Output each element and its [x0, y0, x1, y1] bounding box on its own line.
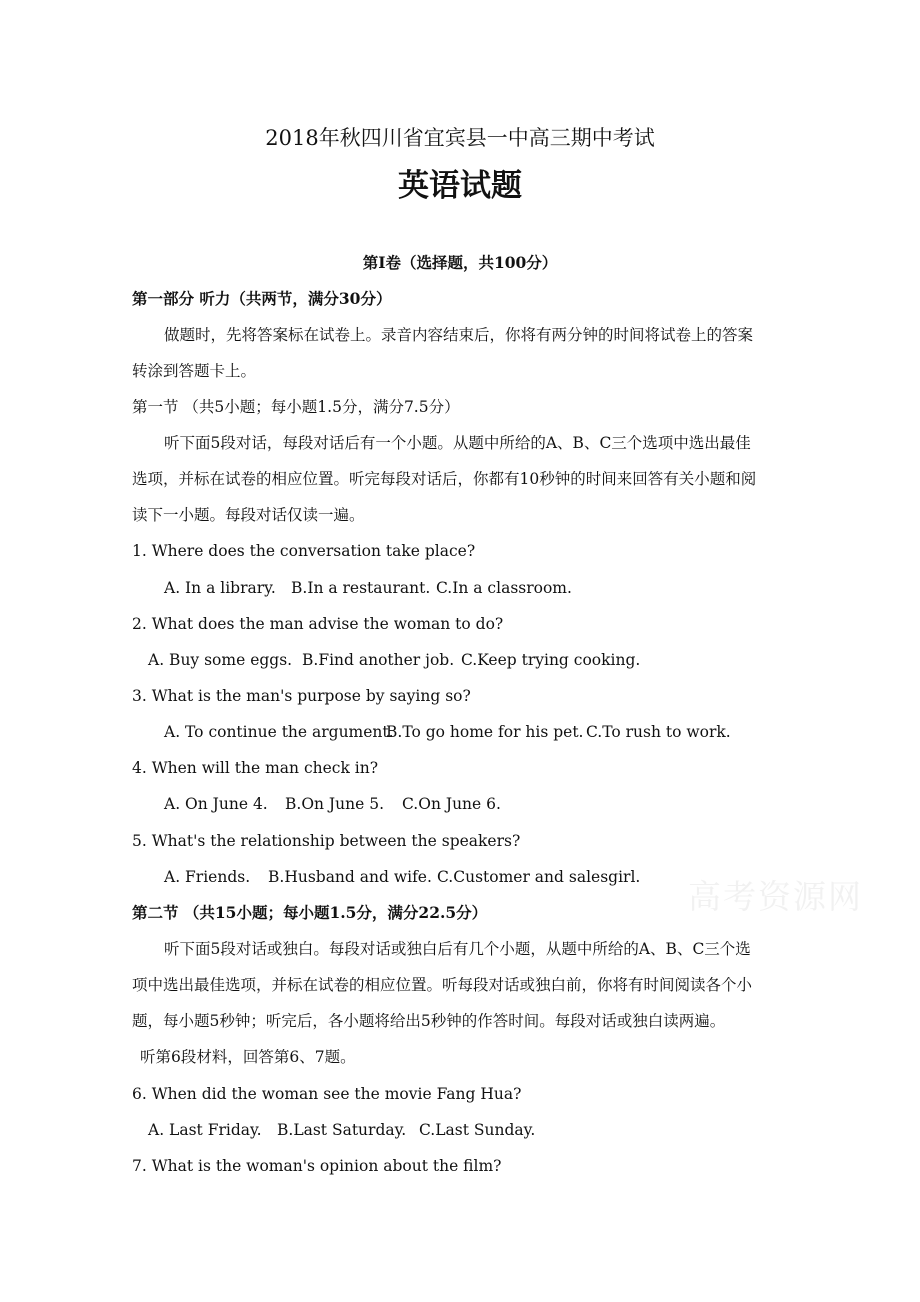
question-3-option-b: B.To go home for his pet.	[386, 723, 584, 741]
question-3-option-c: C.To rush to work.	[586, 723, 731, 741]
section1-instructions-line2: 选项，并标在试卷的相应位置。听完每段对话后，你都有10秒钟的时间来回答有关小题和阅	[132, 470, 757, 488]
question-6-option-c: C.Last Sunday.	[419, 1121, 536, 1139]
exam-title: 英语试题	[398, 168, 522, 204]
question-6: 6. When did the woman see the movie Fang Hua?	[132, 1085, 522, 1103]
question-5: 5. What's the relationship between the speakers?	[132, 832, 521, 850]
question-5-option-b: B.Husband and wife.	[268, 868, 432, 886]
section1-heading: 第一节 （共5小题；每小题1.5分，满分7.5分）	[132, 398, 460, 416]
question-3-option-a: A. To continue the argument.	[164, 723, 394, 741]
question-6-option-b: B.Last Saturday.	[277, 1121, 407, 1139]
question-4: 4. When will the man check in?	[132, 759, 379, 777]
watermark-text: 高考资源网	[688, 877, 863, 916]
question-1: 1. Where does the conversation take place?	[132, 542, 476, 560]
question-2-option-c: C.Keep trying cooking.	[461, 651, 641, 669]
question-1-option-c: C.In a classroom.	[436, 579, 572, 597]
exam-subtitle: 2018年秋四川省宜宾县一中高三期中考试	[265, 126, 655, 150]
section2-heading: 第二节 （共15小题；每小题1.5分，满分22.5分）	[132, 903, 488, 922]
question-5-option-c: C.Customer and salesgirl.	[437, 868, 641, 886]
question-4-option-c: C.On June 6.	[402, 795, 501, 813]
question-1-option-b: B.In a restaurant.	[291, 579, 431, 597]
question-2: 2. What does the man advise the woman to do?	[132, 615, 504, 633]
question-4-option-a: A. On June 4.	[164, 795, 268, 813]
part1-instructions-line2: 转涂到答题卡上。	[132, 362, 257, 380]
question-6-option-a: A. Last Friday.	[148, 1121, 262, 1139]
question-1-option-a: A. In a library.	[164, 579, 276, 597]
question-5-option-a: A. Friends.	[164, 868, 251, 886]
section1-instructions-line1: 听下面5段对话，每段对话后有一个小题。从题中所给的A、B、C三个选项中选出最佳	[164, 434, 751, 452]
section2-instructions-line2: 项中选出最佳选项，并标在试卷的相应位置。听每段对话或独白前，你将有时间阅读各个小	[132, 976, 753, 994]
part1-heading: 第一部分 听力（共两节，满分30分）	[132, 289, 392, 308]
question-2-option-b: B.Find another job.	[302, 651, 455, 669]
question-2-option-a: A. Buy some eggs.	[148, 651, 293, 669]
section1-instructions-line3: 读下一小题。每段对话仅读一遍。	[132, 506, 365, 524]
question-4-option-b: B.On June 5.	[285, 795, 385, 813]
section2-instructions-line3: 题，每小题5秒钟；听完后，各小题将给出5秒钟的作答时间。每段对话或独白读两遍。	[132, 1012, 726, 1030]
material-note: 听第6段材料，回答第6、7题。	[140, 1048, 356, 1066]
volume-heading: 第I卷（选择题，共100分）	[362, 253, 558, 272]
part1-instructions-line1: 做题时，先将答案标在试卷上。录音内容结束后，你将有两分钟的时间将试卷上的答案	[164, 326, 754, 344]
question-7: 7. What is the woman's opinion about the film?	[132, 1157, 502, 1175]
section2-instructions-line1: 听下面5段对话或独白。每段对话或独白后有几个小题，从题中所给的A、B、C三个选	[164, 940, 751, 958]
question-3: 3. What is the man's purpose by saying so?	[132, 687, 471, 705]
